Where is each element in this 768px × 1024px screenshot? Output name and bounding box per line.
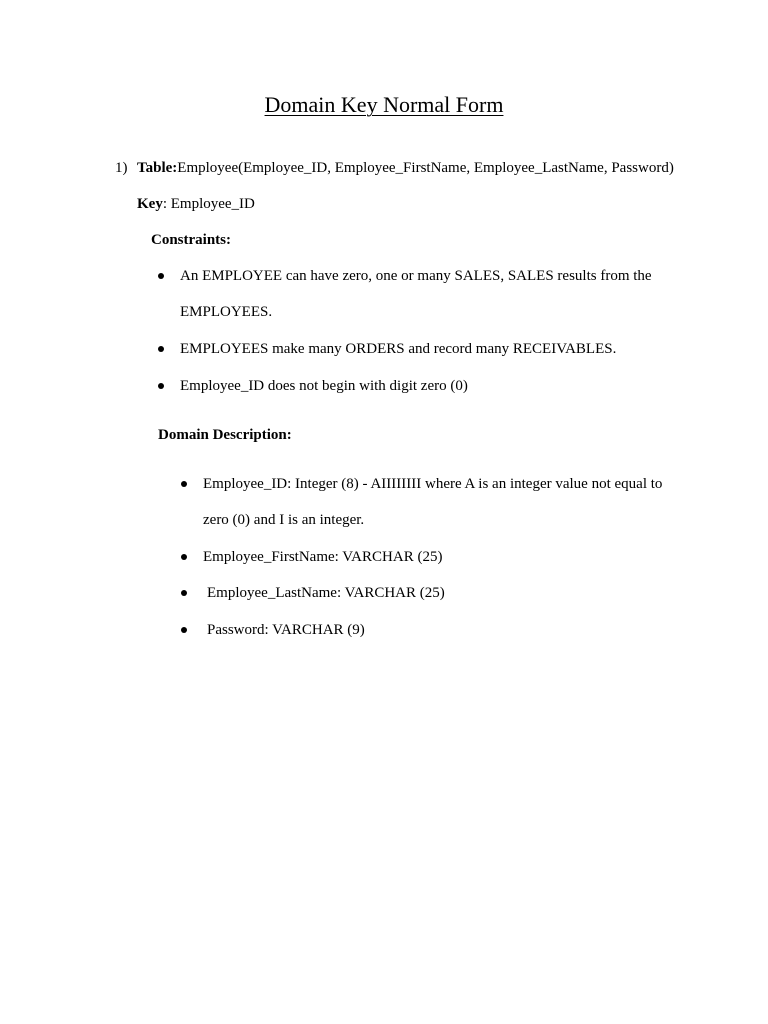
bullet-icon [158,383,164,389]
bullet-icon [181,481,187,487]
constraint-item-3: Employee_ID does not begin with digit zero (0) [180,378,468,394]
page-title [0,90,768,120]
domain-item-1-line1: Employee_ID: Integer (8) - AIIIIIIII where A is an integer value not equal to [203,476,663,492]
key-label: Key [137,196,163,212]
key-value: : Employee_ID [162,196,255,212]
page-title-text: Domain Key Normal Form [264,92,504,117]
domain-item-3: Employee_LastName: VARCHAR (25) [207,585,445,601]
domain-heading: Domain Description: [158,427,292,443]
domain-item-1-line2: zero (0) and I is an integer. [203,512,365,528]
bullet-icon [158,346,164,352]
key-line [137,194,255,214]
section-number: 1) [115,160,128,176]
bullet-icon [181,554,187,560]
domain-item-4: Password: VARCHAR (9) [207,622,365,638]
constraints-heading: Constraints: [151,232,232,248]
table-line [137,158,674,178]
constraint-item-1-line2: EMPLOYEES. [180,304,273,320]
table-label: Table: [137,160,178,176]
domain-item-2: Employee_FirstName: VARCHAR (25) [203,549,443,565]
constraint-item-2: EMPLOYEES make many ORDERS and record many RECEIVABLES. [180,341,617,357]
bullet-icon [181,627,187,633]
constraint-item-1-line1: An EMPLOYEE can have zero, one or many SALES, SALES results from the [180,268,652,284]
bullet-icon [158,273,164,279]
table-definition: Employee(Employee_ID, Employee_FirstName, Employee_LastName, Password) [177,160,674,176]
bullet-icon [181,590,187,596]
